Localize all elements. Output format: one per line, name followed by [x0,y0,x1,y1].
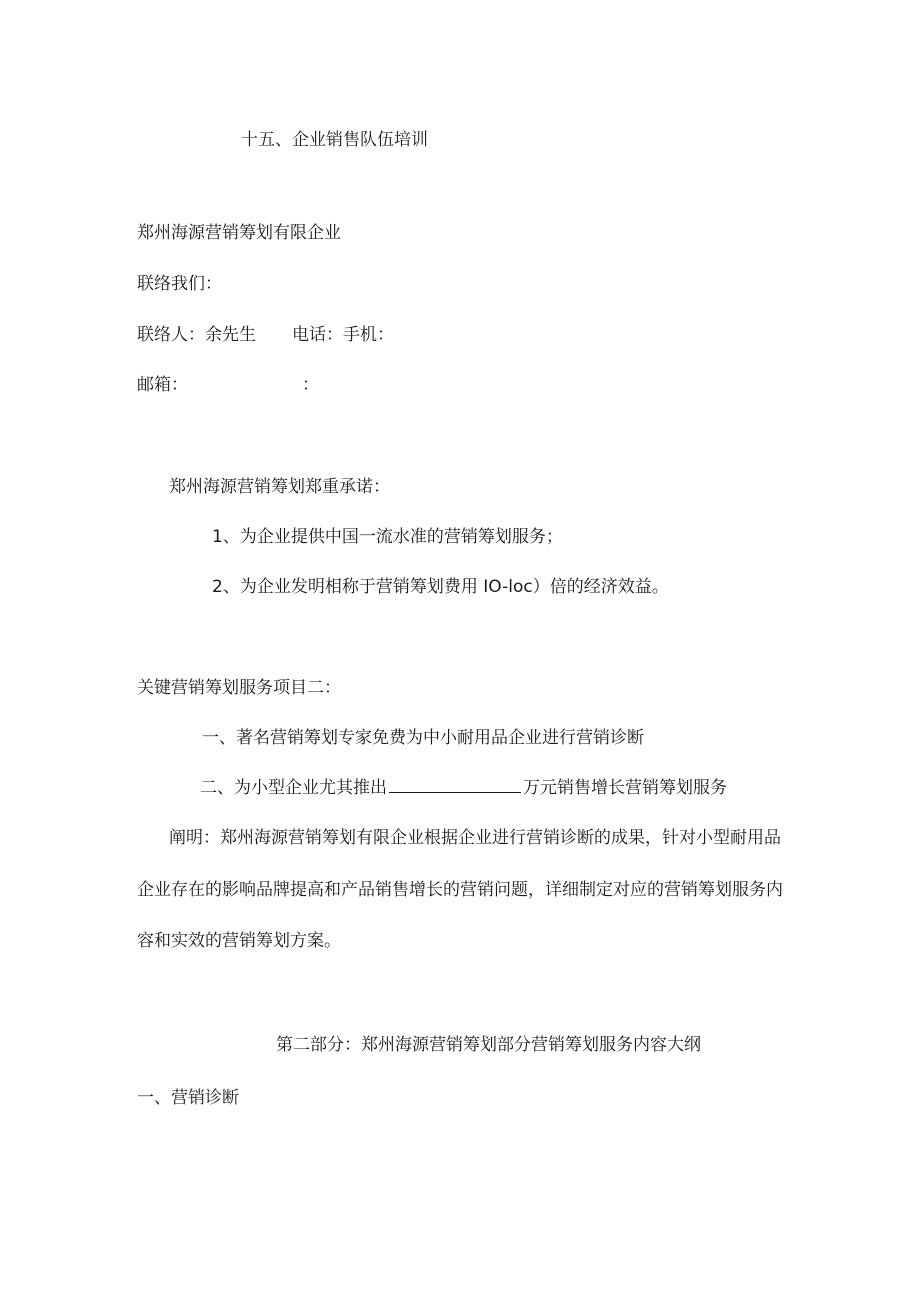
section-title: 十五、企业销售队伍培训 [241,130,428,150]
contact-person: 联络人：余先生 [137,325,256,345]
services-heading: 关键营销筹划服务项目二： [137,678,341,698]
email-label: 邮箱： [137,375,188,395]
service-item-2-suffix: 万元销售增长营销筹划服务 [523,778,727,798]
contact-phone: 电话：手机： [292,325,394,345]
email-colon: ： [302,375,319,395]
service-item-2-prefix: 二、为小型企业尤其推出 [200,778,387,798]
service-item-1: 一、著名营销筹划专家免费为中小耐用品企业进行营销诊断 [202,728,644,748]
promise-item-2: 2、为企业发明相称于营销筹划费用 IO-loc）倍的经济效益。 [212,577,669,597]
subsection-title: 一、营销诊断 [137,1088,239,1108]
explanation-line-3: 容和实效的营销筹划方案。 [137,931,341,951]
contact-heading: 联络我们： [137,274,222,294]
company-name: 郑州海源营销筹划有限企业 [137,223,341,243]
email-line [137,374,319,396]
explanation-line-2: 企业存在的影响品牌提高和产品销售增长的营销问题，详细制定对应的营销筹划服务内 [137,880,783,900]
fill-in-blank [389,776,521,793]
service-item-2 [200,776,727,799]
part-two-title: 第二部分：郑州海源营销筹划部分营销筹划服务内容大纲 [276,1035,701,1055]
promise-heading: 郑州海源营销筹划郑重承诺： [169,477,390,497]
contact-line [137,324,394,346]
explanation-line-1: 阐明：郑州海源营销筹划有限企业根据企业进行营销诊断的成果，针对小型耐用品 [169,828,781,848]
promise-item-1: 1、为企业提供中国一流水准的营销筹划服务； [212,527,563,547]
